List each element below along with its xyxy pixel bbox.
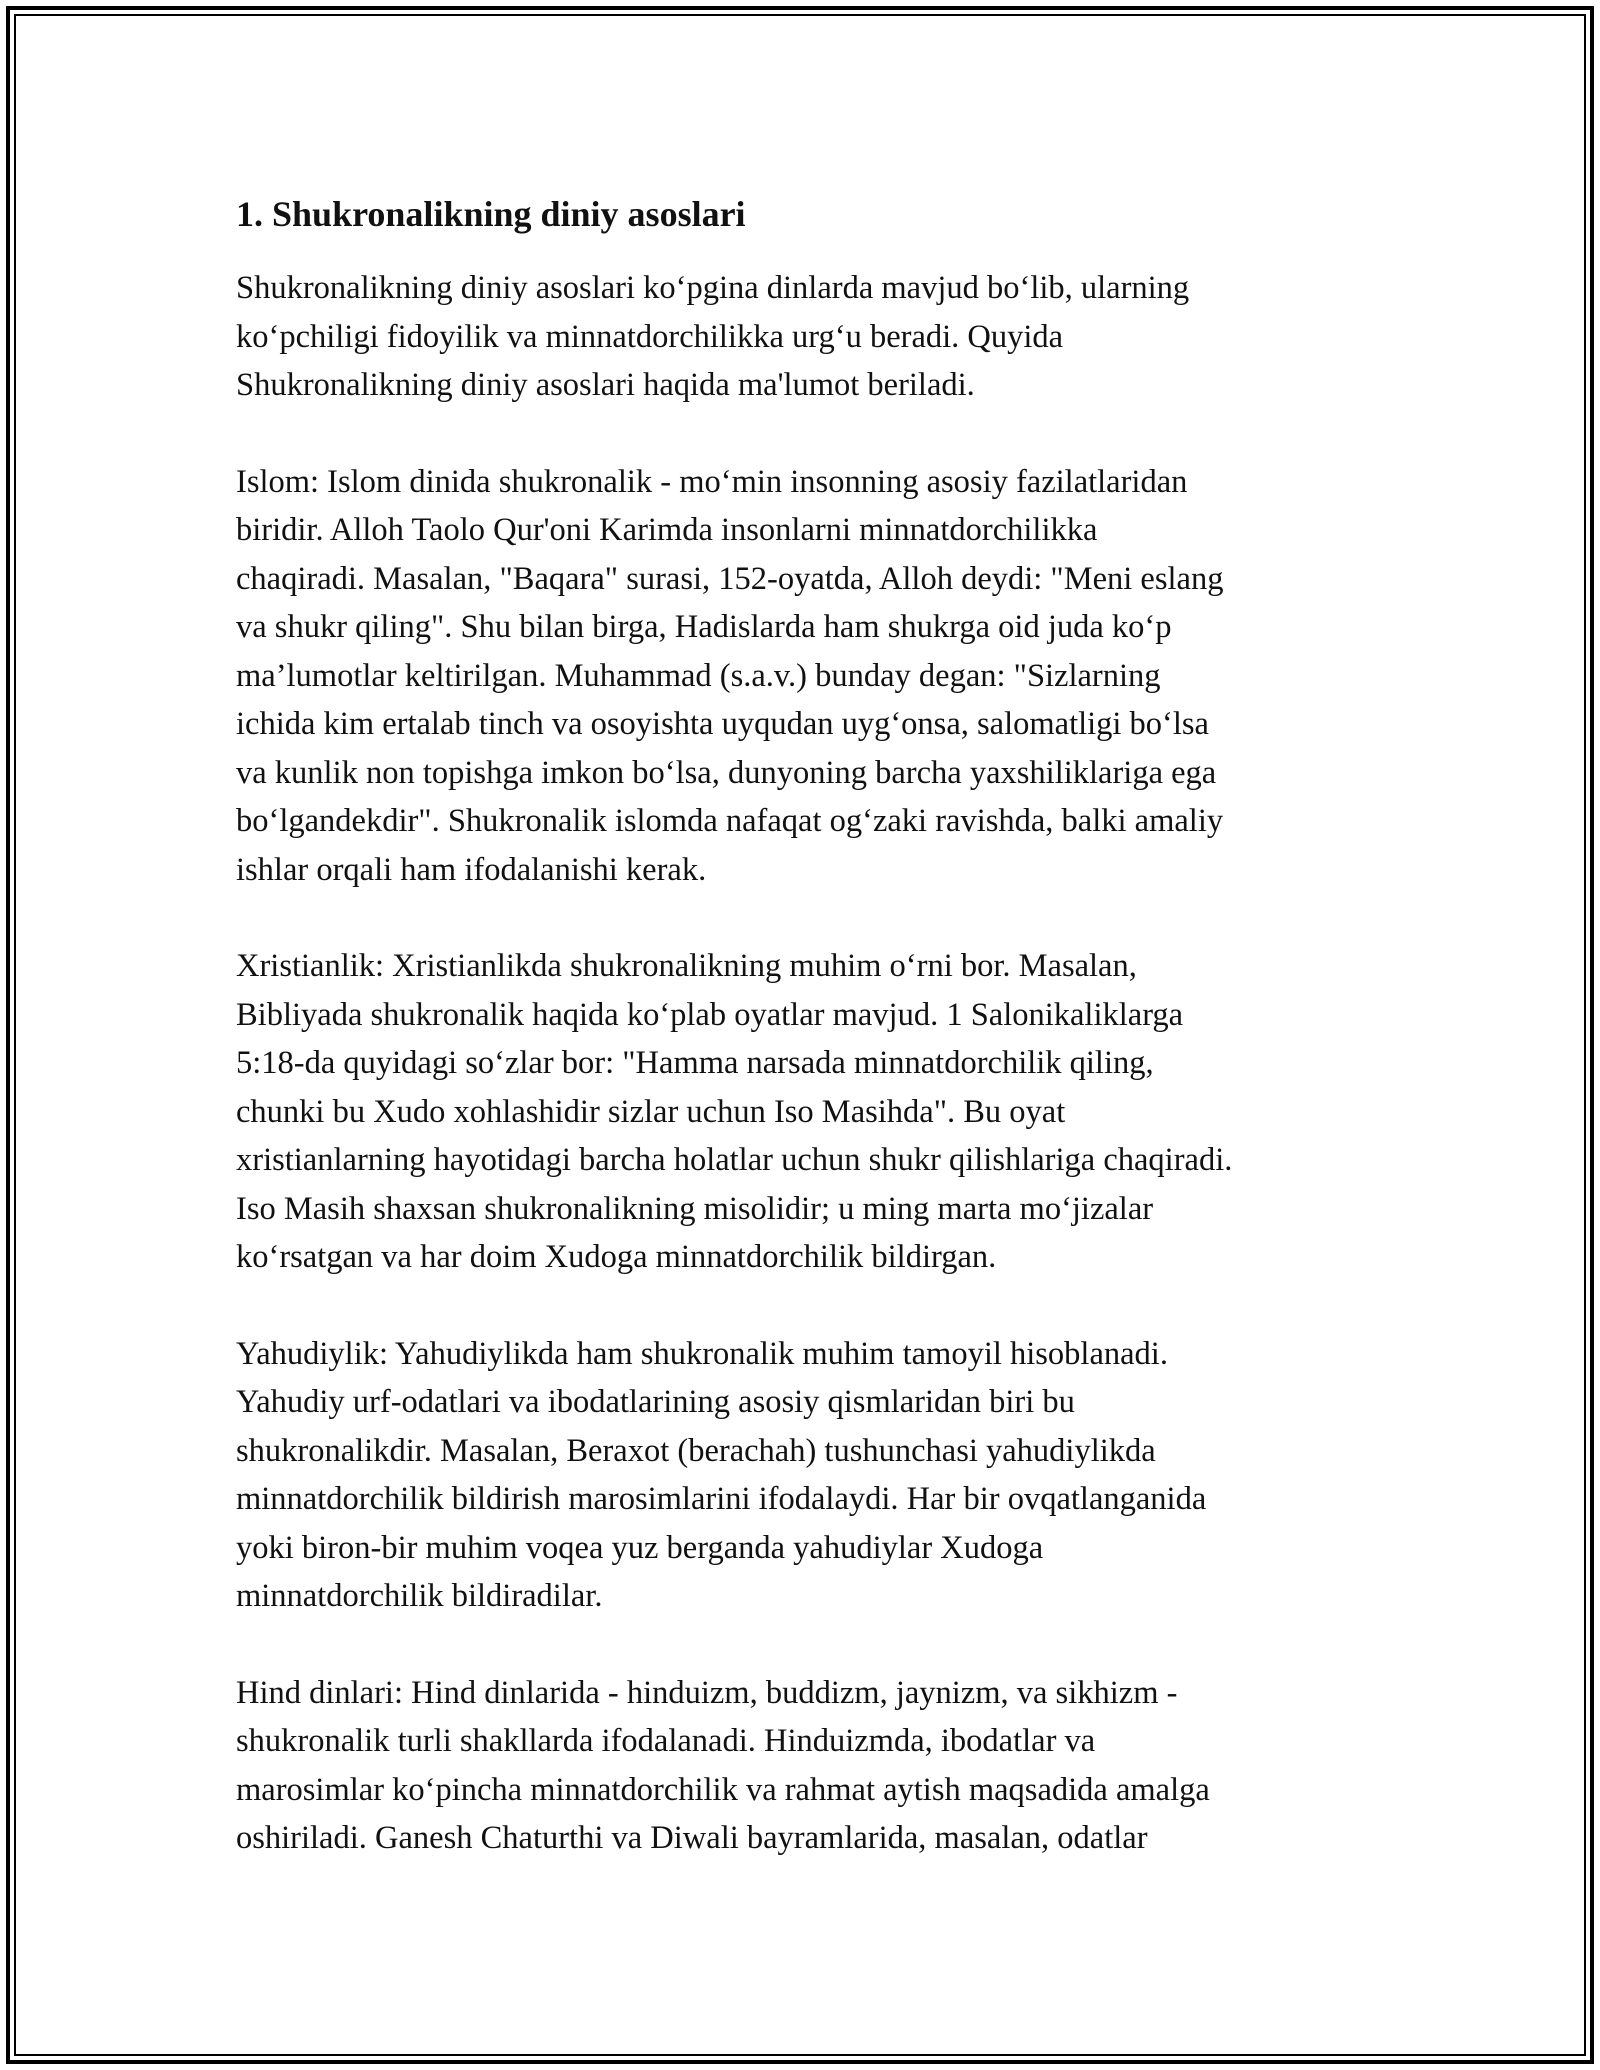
section-heading: 1. Shukronalikning diniy asoslari (236, 194, 746, 234)
paragraph-islam: Islom: Islom dinida shukronalik - mo‘min insonning asosiy fazilatlaridan biridir. Alloh Taolo Qur'oni Karimda insonlarni minnatdorchilikka chaqiradi. Masalan, "Baqara" surasi, 152-oyatda, Alloh deydi: "Meni eslang va shukr qiling". Shu bilan birga, Hadislarda ham shukrga oid juda ko‘p ma’lumotlar keltirilgan. Muhammad (s.a.v.) bunday degan: "Sizlarning ichida kim ertalab tinch va osoyishta uyqudan uyg‘onsa, salomatligi bo‘lsa va kunlik non topishga imkon bo‘lsa, dunyoning barcha yaxshiliklariga ega bo‘lgandekdir". Shukronalik islomda nafaqat og‘zaki ravishda, balki amaliy ishlar orqali ham ifodalanishi kerak. (236, 463, 1224, 888)
paragraph-judaism: Yahudiylik: Yahudiylikda ham shukronalik muhim tamoyil hisoblanadi. Yahudiy urf-odatlari va ibodatlarining asosiy qismlaridan biri bu shukronalikdir. Masalan, Beraxot (berachah) tushunchasi yahudiylikda minnatdorchilik bildirish marosimlarini ifodalaydi. Har bir ovqatlanganida yoki biron-bir muhim voqea yuz berganda yahudiylar Xudoga minnatdorchilik bildiradilar. (236, 1335, 1207, 1614)
paragraph-christianity: Xristianlik: Xristianlikda shukronalikning muhim o‘rni bor. Masalan, Bibliyada shukronalik haqida ko‘plab oyatlar mavjud. 1 Salonikaliklarga 5:18-da quyidagi so‘zlar bor: "Hamma narsada minnatdorchilik qiling, chunki bu Xudo xohlashidir sizlar uchun Iso Masihda". Bu oyat xristianlarning hayotidagi barcha holatlar uchun shukr qilishlariga chaqiradi. Iso Masih shaxsan shukronalikning misolidir; u ming marta mo‘jizalar ko‘rsatgan va har doim Xudoga minnatdorchilik bildirgan. (236, 948, 1233, 1275)
document-body (236, 186, 1366, 1911)
paragraph-intro: Shukronalikning diniy asoslari ko‘pgina dinlarda mavjud bo‘lib, ularning ko‘pchiligi fidoyilik va minnatdorchilikka urg‘u beradi. Quyida Shukronalikning diniy asoslari haqida ma'lumot beriladi. (236, 270, 1190, 403)
paragraph-indian-religions: Hind dinlari: Hind dinlarida - hinduizm, buddizm, jaynizm, va sikhizm - shukronalik turli shakllarda ifodalanadi. Hinduizmda, ibodatlar va marosimlar ko‘pincha minnatdorchilik va rahmat aytish maqsadida amalga oshiriladi. Ganesh Chaturthi va Diwali bayramlarida, masalan, odatlar (236, 1674, 1210, 1856)
